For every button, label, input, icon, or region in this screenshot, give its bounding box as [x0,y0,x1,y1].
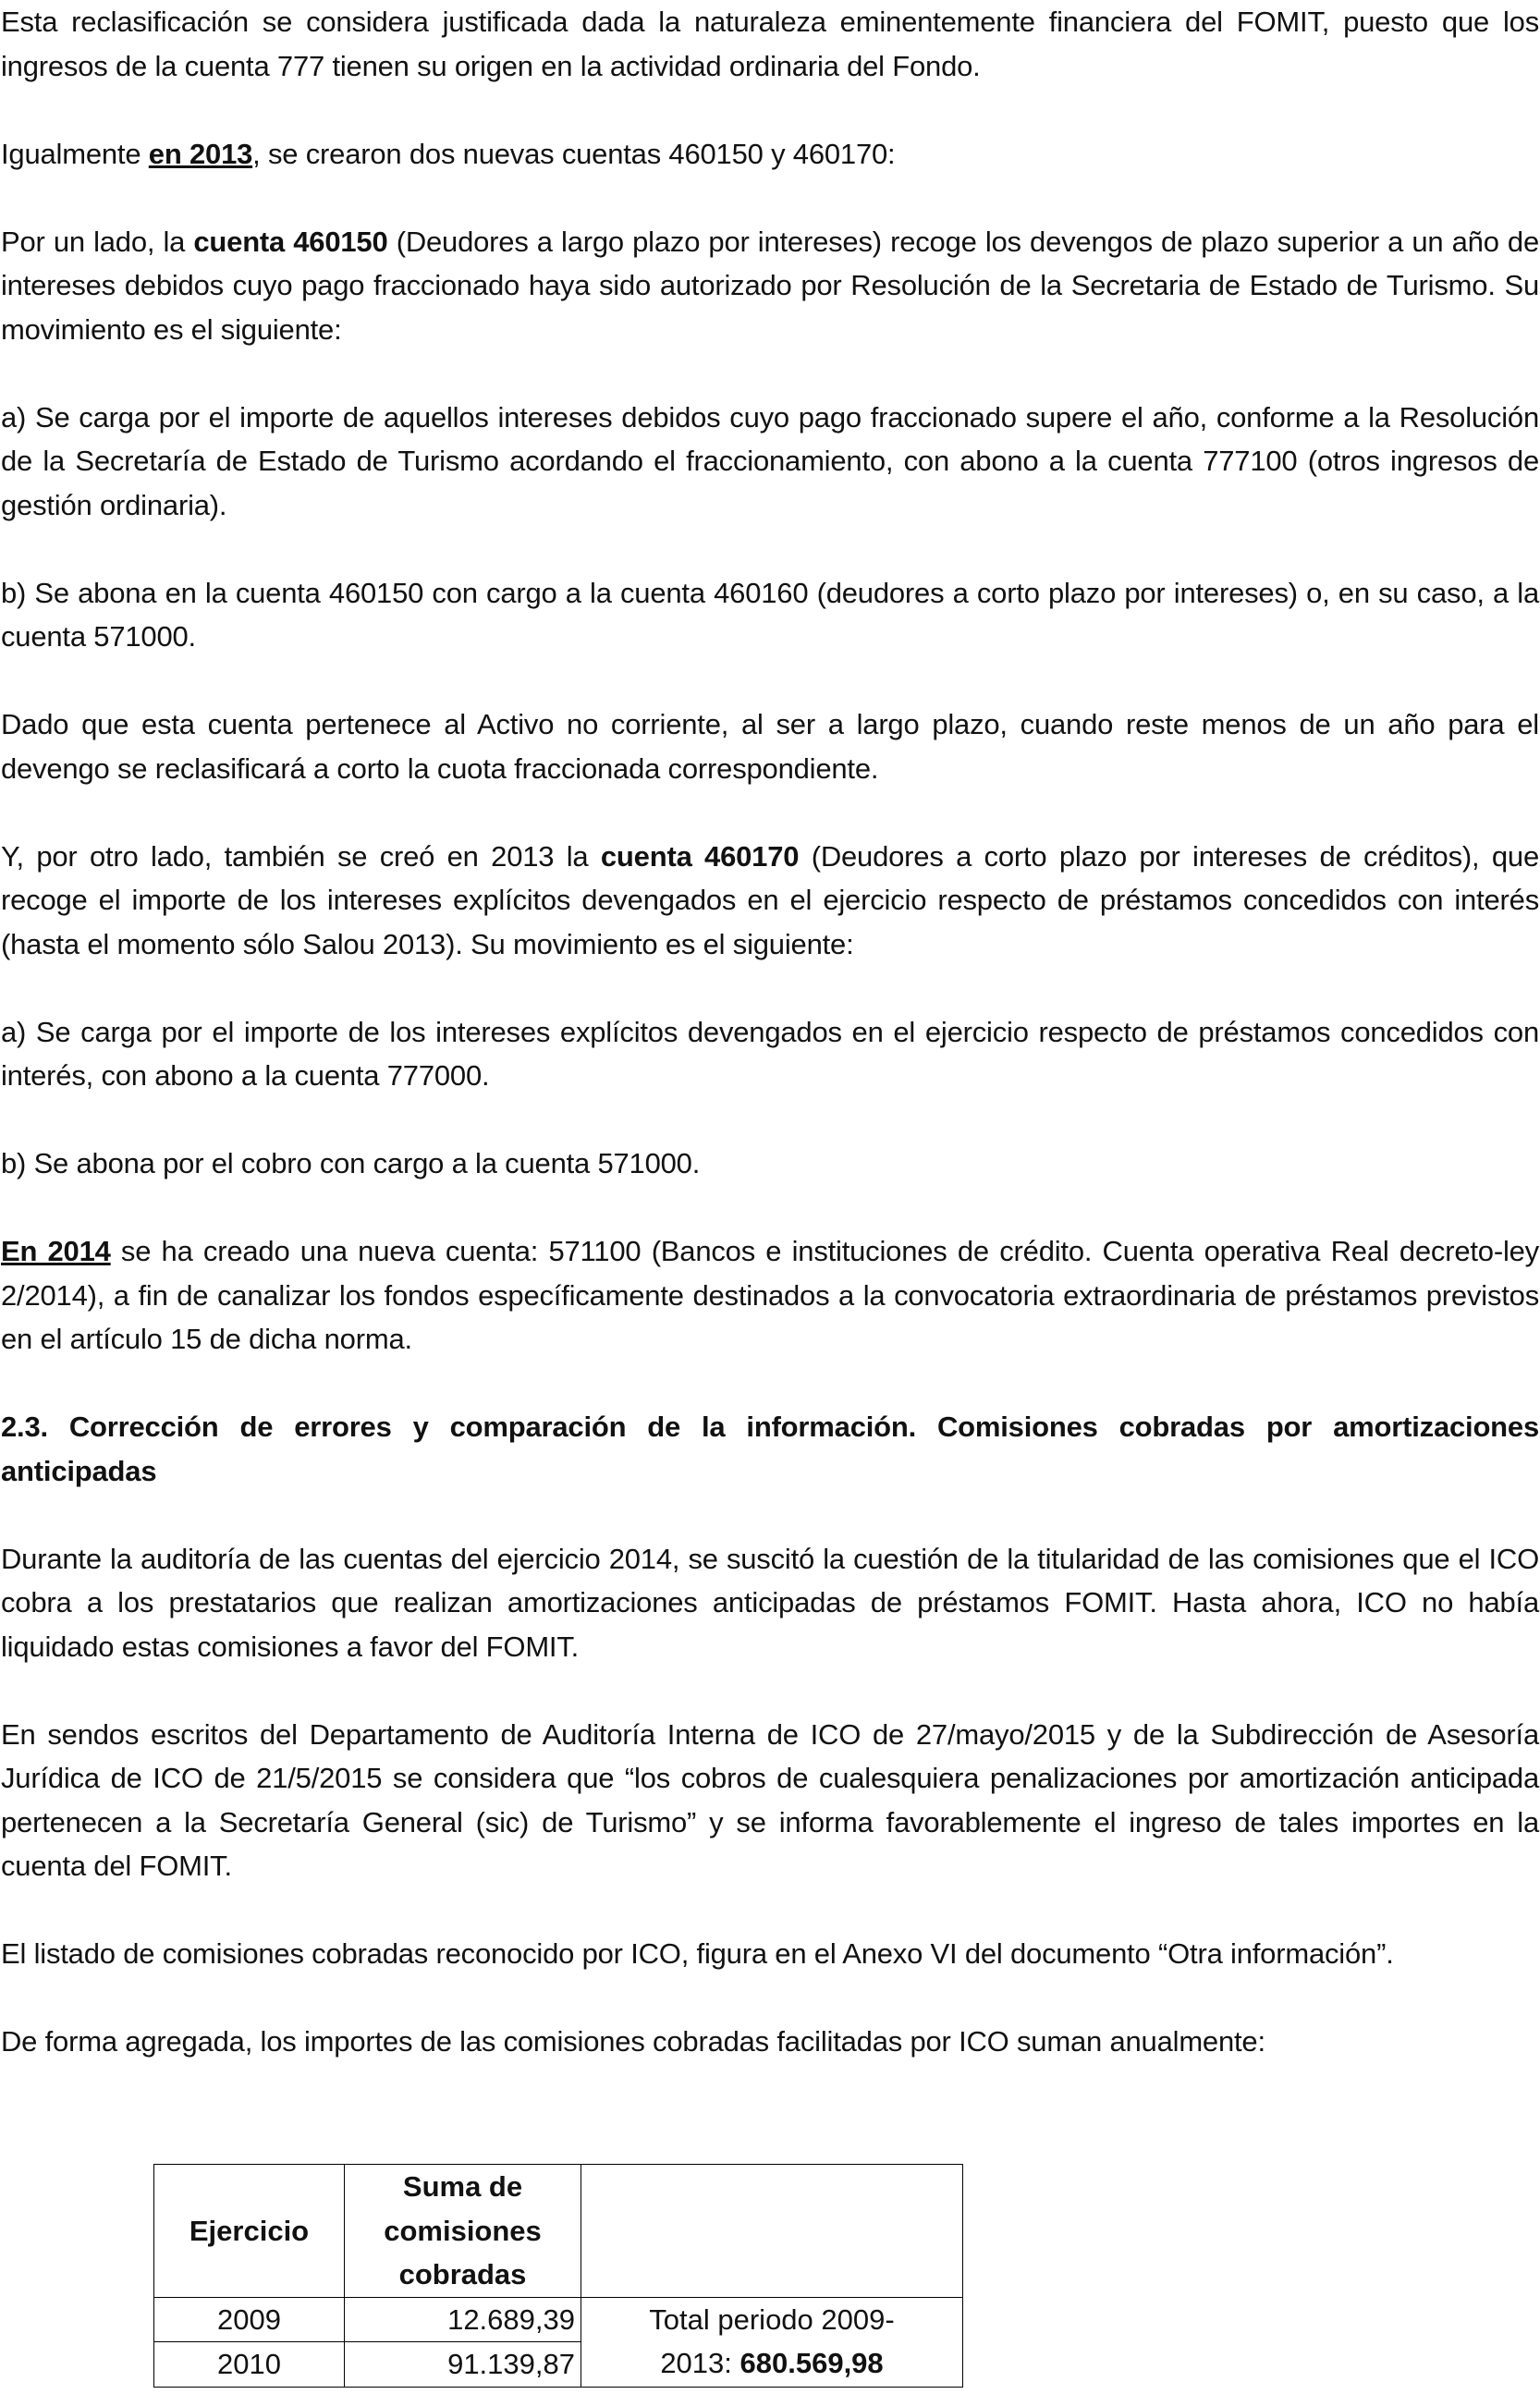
paragraph-aggregate: De forma agregada, los importes de las comisiones cobradas facilitadas por ICO suman anualmente: [1,2025,1265,2058]
paragraph-account-460150: Por un lado, la cuenta 460150 (Deudores a largo plazo por intereses) recoge los devengos de plazo superior a un año de intereses debidos cuyo pago fraccionado haya sido autorizado por Resolución de la Secretaria de Estado de Turismo. Su movimiento es el siguiente: [1,225,1540,346]
paragraph-reclassification: Esta reclasificación se considera justificada dada la naturaleza eminentemente financiera del FOMIT, puesto que los ingresos de la cuenta 777 tienen su origen en la actividad ordinaria del Fondo. [1,6,1539,82]
paragraph-movement-b1: b) Se abona en la cuenta 460150 con cargo a la cuenta 460160 (deudores a corto plazo por intereses) o, en su caso, a la cuenta 571000. [1,576,1539,653]
cell-total: Total periodo 2009- 2013: 680.569,98 [581,2297,963,2387]
paragraph-audit: Durante la auditoría de las cuentas del ejercicio 2014, se suscitó la cuestión de la titularidad de las comisiones que el ICO cobra a los prestatarios que realizan amortizaciones anticipadas de préstamos FOMIT. Hasta ahora, ICO no había liquidado estas comisiones a favor del FOMIT. [1,1542,1539,1663]
bold-account-460150: cuenta 460150 [193,225,388,258]
cell-year: 2010 [154,2342,345,2388]
underlined-year-2014: En 2014 [1,1235,111,1267]
paragraph-non-current-asset: Dado que esta cuenta pertenece al Activo no corriente, al ser a largo plazo, cuando reste menos de un año para el devengo se reclasificará a corto la cuota fraccionada correspondiente. [1,708,1539,785]
cell-amount: 91.139,87 [345,2342,581,2388]
header-amount: Suma de comisiones cobradas [345,2165,581,2298]
cell-amount: 12.689,39 [345,2297,581,2342]
paragraph-2013-accounts: Igualmente en 2013, se crearon dos nuevas cuentas 460150 y 460170: [1,137,896,170]
total-value: 680.569,98 [739,2347,884,2379]
cell-year: 2009 [154,2297,345,2342]
paragraph-annex: El listado de comisiones cobradas reconocido por ICO, figura en el Anexo VI del documento “Otra información”. [1,1937,1394,1970]
bold-account-460170: cuenta 460170 [600,839,800,873]
section-heading: 2.3. Corrección de errores y comparación de la información. Comisiones cobradas por amortizaciones anticipadas [1,1411,1539,1487]
table-row [154,2297,963,2342]
paragraph-movement-a2: a) Se carga por el importe de los intereses explícitos devengados en el ejercicio respecto de préstamos concedidos con interés, con abono a la cuenta 777000. [1,1015,1539,1092]
commissions-table [153,2164,963,2388]
paragraph-account-460170: Y, por otro lado, también se creó en 2013 la cuenta 460170 (Deudores a corto plazo por intereses de créditos), que recoge el importe de los intereses explícitos devengados en el ejercicio respecto de préstamos concedidos con interés (hasta el momento sólo Salou 2013). Su movimiento es el siguiente: [1,839,1539,960]
header-year: Ejercicio [154,2165,345,2298]
paragraph-movement-a1: a) Se carga por el importe de aquellos intereses debidos cuyo pago fraccionado supere el año, conforme a la Resolución de la Secretaría de Estado de Turismo acordando el fraccionamiento, con abono a la cuenta 777100 (otros ingresos de gestión ordinaria). [1,400,1539,521]
paragraph-movement-b2: b) Se abona por el cobro con cargo a la cuenta 571000. [1,1147,701,1179]
underlined-year-2013: en 2013 [148,137,253,170]
paragraph-2014-account: En 2014 se ha creado una nueva cuenta: 571100 (Bancos e instituciones de crédito. Cuenta operativa Real decreto-ley 2/2014), a fin de canalizar los fondos específicamente destinados a la convocatoria extraordinaria de préstamos previstos en el artículo 15 de dicha norma. [1,1235,1539,1355]
table-header-row [154,2165,963,2298]
paragraph-writings: En sendos escritos del Departamento de Auditoría Interna de ICO de 27/mayo/2015 y de la Subdirección de Asesoría Jurídica de ICO de 21/5/2015 se considera que “los cobros de cualesquiera penalizaciones por amortización anticipada pertenecen a la Secretaría General (sic) de Turismo” y se informa favorablemente el ingreso de tales importes en la cuenta del FOMIT. [1,1717,1539,1882]
header-total [581,2165,963,2298]
